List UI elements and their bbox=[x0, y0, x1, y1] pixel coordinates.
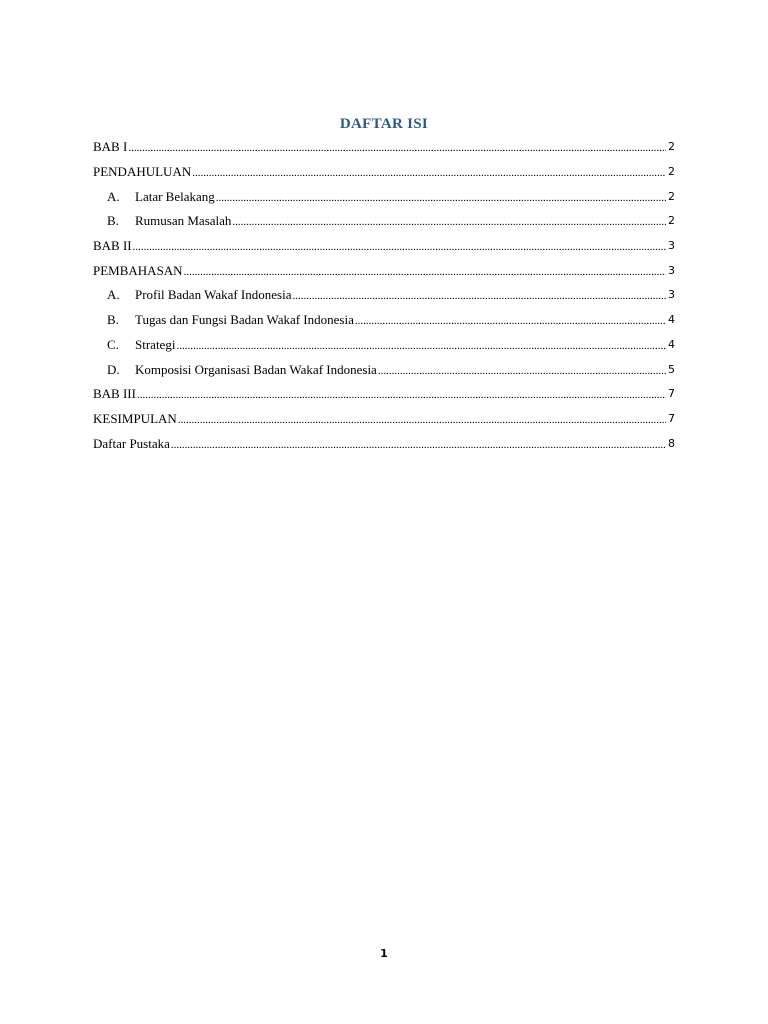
toc-leader-dots bbox=[178, 412, 666, 428]
toc-entry-page: 4 bbox=[668, 313, 675, 327]
toc-entry-label: Tugas dan Fungsi Badan Wakaf Indonesia bbox=[135, 312, 354, 328]
toc-leader-dots bbox=[128, 140, 666, 156]
toc-entry-label: PEMBAHASAN bbox=[93, 262, 183, 278]
toc-entry-daftar-pustaka[interactable] bbox=[93, 431, 675, 456]
toc-entry-page: 3 bbox=[668, 263, 675, 277]
toc-entry-bab-3[interactable] bbox=[93, 382, 675, 407]
toc-entry-tugas-fungsi[interactable] bbox=[93, 308, 675, 333]
toc-entry-label: Rumusan Masalah bbox=[135, 213, 232, 229]
toc-entry-page: 7 bbox=[668, 387, 675, 401]
toc-leader-dots bbox=[378, 363, 666, 379]
toc-entry-page: 8 bbox=[668, 436, 675, 450]
toc-entry-page: 2 bbox=[668, 214, 675, 228]
toc-entry-marker: B. bbox=[107, 312, 119, 328]
toc-leader-dots bbox=[176, 338, 666, 354]
toc-leader-dots bbox=[133, 239, 666, 255]
toc-entry-label: Komposisi Organisasi Badan Wakaf Indonesia bbox=[135, 361, 377, 377]
toc-entry-kesimpulan[interactable] bbox=[93, 407, 675, 432]
toc-leader-dots bbox=[355, 313, 666, 329]
toc-entry-bab-1[interactable] bbox=[93, 135, 675, 160]
page-number: 1 bbox=[380, 947, 388, 960]
toc-leader-dots bbox=[184, 264, 666, 280]
toc-leader-dots bbox=[232, 214, 666, 230]
toc-entry-label: Profil Badan Wakaf Indonesia bbox=[135, 287, 292, 303]
toc-entry-page: 3 bbox=[668, 239, 675, 253]
toc-entry-latar-belakang[interactable] bbox=[93, 184, 675, 209]
toc-entry-page: 5 bbox=[668, 362, 675, 376]
toc-entry-label: PENDAHULUAN bbox=[93, 164, 192, 180]
toc-leader-dots bbox=[216, 190, 666, 206]
table-of-contents bbox=[93, 135, 675, 456]
toc-entry-bab-2[interactable] bbox=[93, 234, 675, 259]
toc-entry-page: 4 bbox=[668, 337, 675, 351]
toc-entry-label: Daftar Pustaka bbox=[93, 435, 170, 451]
toc-entry-marker: C. bbox=[107, 336, 119, 352]
toc-entry-profil[interactable] bbox=[93, 283, 675, 308]
toc-entry-marker: A. bbox=[107, 188, 120, 204]
toc-entry-marker: D. bbox=[107, 361, 120, 377]
toc-leader-dots bbox=[192, 165, 666, 181]
toc-entry-pendahuluan[interactable] bbox=[93, 160, 675, 185]
toc-entry-page: 7 bbox=[668, 411, 675, 425]
toc-entry-page: 2 bbox=[668, 140, 675, 154]
toc-leader-dots bbox=[292, 288, 666, 304]
toc-title: DAFTAR ISI bbox=[339, 116, 429, 132]
toc-entry-label: KESIMPULAN bbox=[93, 410, 177, 426]
toc-entry-rumusan-masalah[interactable] bbox=[93, 209, 675, 234]
toc-leader-dots bbox=[137, 387, 666, 403]
toc-entry-label: BAB II bbox=[93, 238, 132, 254]
toc-entry-page: 3 bbox=[668, 288, 675, 302]
toc-entry-pembahasan[interactable] bbox=[93, 258, 675, 283]
toc-entry-page: 2 bbox=[668, 189, 675, 203]
toc-entry-label: Strategi bbox=[135, 336, 176, 352]
toc-entry-label: Latar Belakang bbox=[135, 188, 215, 204]
toc-entry-marker: A. bbox=[107, 287, 120, 303]
toc-entry-label: BAB III bbox=[93, 386, 136, 402]
toc-entry-label: BAB I bbox=[93, 139, 128, 155]
toc-entry-strategi[interactable] bbox=[93, 333, 675, 358]
toc-entry-page: 2 bbox=[668, 165, 675, 179]
toc-entry-komposisi[interactable] bbox=[93, 357, 675, 382]
toc-leader-dots bbox=[171, 437, 666, 453]
toc-entry-marker: B. bbox=[107, 213, 119, 229]
